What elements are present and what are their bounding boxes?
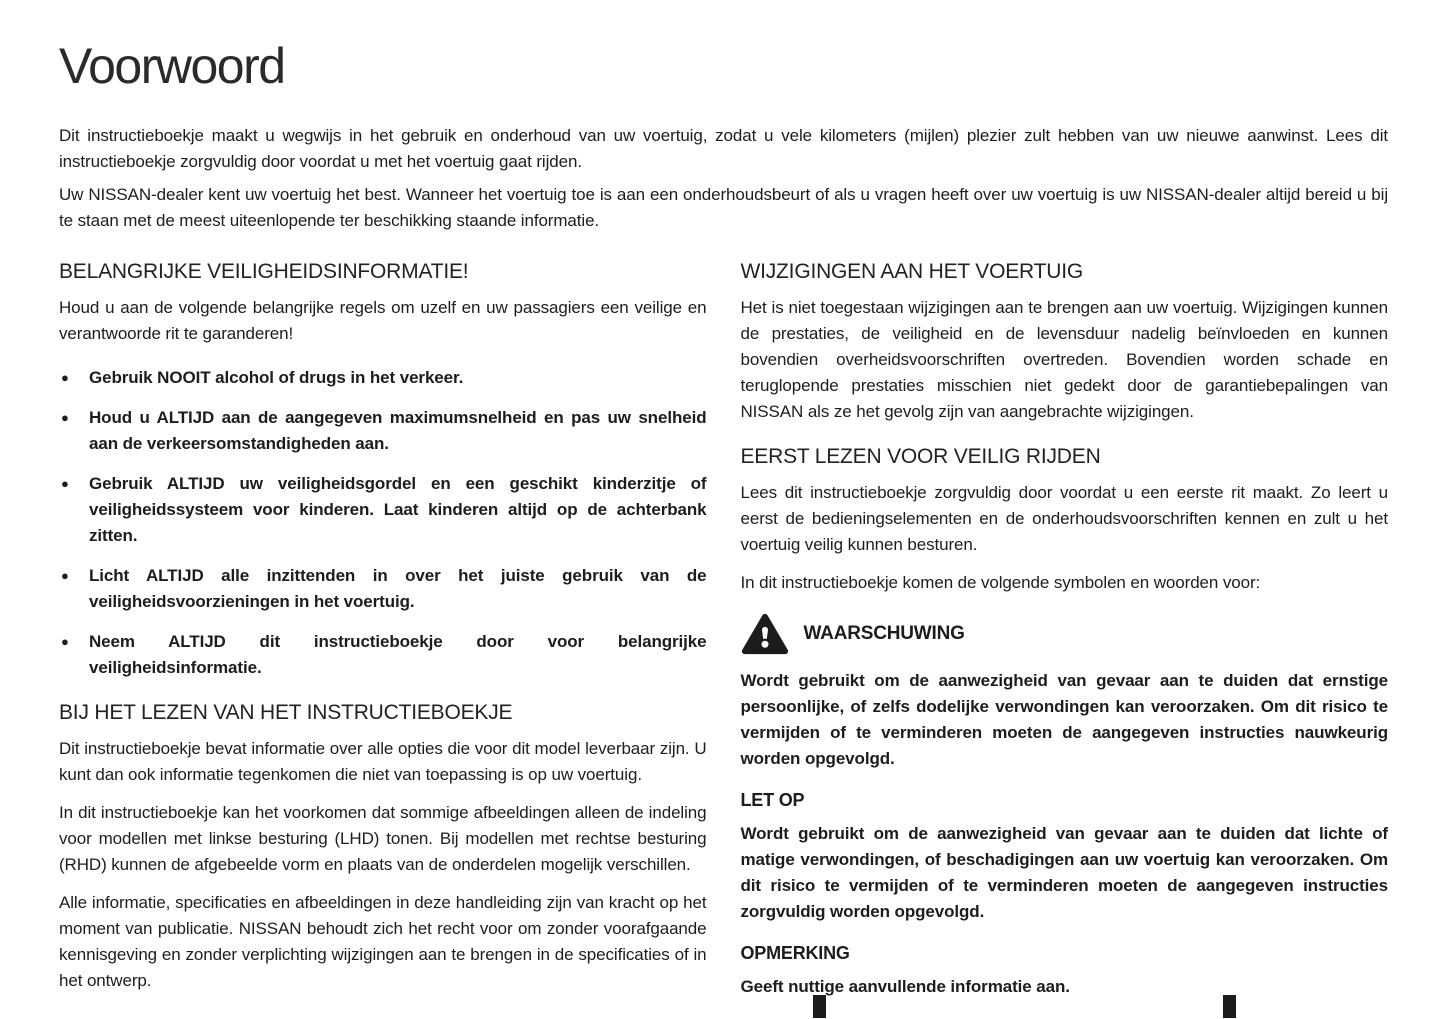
symbols-intro-paragraph: In dit instructieboekje komen de volgende symbolen en woorden voor: [740, 572, 1261, 592]
bullet-icon: ● [61, 567, 69, 583]
list-item-text: Licht ALTIJD alle inzittenden in over het juiste gebruik van de veiligheidsvoorzieningen in het voertuig. [89, 565, 707, 611]
warning-triangle-icon [741, 612, 789, 656]
bullet-icon: ● [61, 633, 69, 649]
list-item-text: Neem ALTIJD dit instructieboekje door voor belangrijke veiligheidsinformatie. [89, 631, 707, 677]
section-heading-modifications: WIJZIGINGEN AAN HET VOERTUIG [740, 259, 1083, 283]
section-heading-safety-info: BELANGRIJKE VEILIGHEIDSINFORMATIE! [59, 259, 469, 283]
section-heading-safe-driving: EERST LEZEN VOOR VEILIG RIJDEN [740, 444, 1101, 468]
bullet-icon: ● [61, 409, 69, 425]
list-item [59, 365, 707, 391]
warning-label: WAARSCHUWING [803, 622, 965, 644]
bullet-icon: ● [61, 369, 69, 385]
list-item-text: Gebruik ALTIJD uw veiligheidsgordel en een geschikt kinderzitje of veiligheidssysteem voor kinderen. Laat kinderen altijd op de achterbank zitten. [89, 473, 707, 545]
section-heading-reading-manual: BIJ HET LEZEN VAN HET INSTRUCTIEBOEKJE [59, 700, 513, 724]
safety-rules-list [59, 365, 707, 681]
page-title: Voorwoord [59, 38, 285, 94]
reading-paragraph: Alle informatie, specificaties en afbeeldingen in deze handleiding zijn van kracht op het moment van publicatie. NISSAN behoudt zich het recht voor om zonder voorafgaande kennisgeving en zonder verplichting wijzigingen aan te brengen in de specificaties of in het ontwerp. [59, 892, 707, 990]
list-item [59, 563, 707, 615]
warning-text: Wordt gebruikt om de aanwezigheid van gevaar aan te duiden dat ernstige persoonlijke, of zelfs dodelijke verwondingen kan veroorzaken. Om dit risico te vermijden of te verminderen moeten de aangegeven instructies nauwkeurig worden opgevolgd. [740, 670, 1388, 768]
caution-label: LET OP [740, 789, 805, 810]
safe-driving-paragraph: Lees dit instructieboekje zorgvuldig door voordat u een eerste rit maakt. Zo leert u eerst de bedieningselementen en de onderhoudsvoorschriften kennen en zult u het voertuig veilig kunnen besturen. [740, 482, 1388, 554]
safety-intro-paragraph: Houd u aan de volgende belangrijke regels om uzelf en uw passagiers een veilige en verantwoorde rit te garanderen! [59, 297, 707, 343]
reading-paragraph: In dit instructieboekje kan het voorkomen dat sommige afbeeldingen alleen de indeling voor modellen met linkse besturing (LHD) tonen. Bij modellen met rechtse besturing (RHD) kunnen de afgebeelde vorm en plaats van de onderdelen mogelijk verschillen. [59, 802, 707, 874]
intro-paragraph: Dit instructieboekje maakt u wegwijs in het gebruik en onderhoud van uw voertuig, zodat u vele kilometers (mijlen) plezier zult hebben van uw nieuwe aanwinst. Lees dit instructieboekje zorgvuldig door voordat u met het voertuig gaat rijden. [59, 125, 1388, 171]
list-item [59, 471, 707, 549]
intro-paragraph: Uw NISSAN-dealer kent uw voertuig het best. Wanneer het voertuig toe is aan een onderhoudsbeurt of als u vragen heeft over uw voertuig is uw NISSAN-dealer altijd bereid u bij te staan met de meest uiteenlopende ter beschikking staande informatie. [59, 184, 1388, 230]
list-item-text: Houd u ALTIJD aan de aangegeven maximumsnelheid en pas uw snelheid aan de verkeersomstandigheden aan. [89, 407, 707, 453]
print-registration-mark [813, 995, 826, 1018]
intro-block [59, 123, 1388, 234]
list-item [59, 405, 707, 457]
print-registration-mark [1223, 995, 1236, 1018]
bullet-icon: ● [61, 475, 69, 491]
warning-header [741, 612, 1389, 656]
note-label: OPMERKING [740, 942, 850, 963]
modifications-paragraph: Het is niet toegestaan wijzigingen aan te brengen aan uw voertuig. Wijzigingen kunnen de prestaties, de veiligheid en de levensduur nadelig beïnvloeden en kunnen bovendien overheidsvoorschriften overtreden. Bovendien worden schade en teruglopende prestaties misschien niet gedekt door de garantiebepalingen van NISSAN als ze het gevolg zijn van aangebrachte wijzigingen. [740, 297, 1388, 421]
list-item-text: Gebruik NOOIT alcohol of drugs in het verkeer. [89, 367, 464, 387]
right-column [741, 260, 1389, 1012]
two-column-layout [59, 260, 1388, 1012]
note-text: Geeft nuttige aanvullende informatie aan. [740, 976, 1070, 996]
left-column [59, 260, 707, 1012]
list-item [59, 629, 707, 681]
reading-paragraph: Dit instructieboekje bevat informatie over alle opties die voor dit model leverbaar zijn. U kunt dan ook informatie tegenkomen die niet van toepassing is op uw voertuig. [59, 738, 707, 784]
caution-text: Wordt gebruikt om de aanwezigheid van gevaar aan te duiden dat lichte of matige verwondingen, of beschadigingen aan uw voertuig kan veroorzaken. Om dit risico te vermijden of te verminderen moeten de aangegeven instructies zorgvuldig worden opgevolgd. [740, 823, 1388, 921]
